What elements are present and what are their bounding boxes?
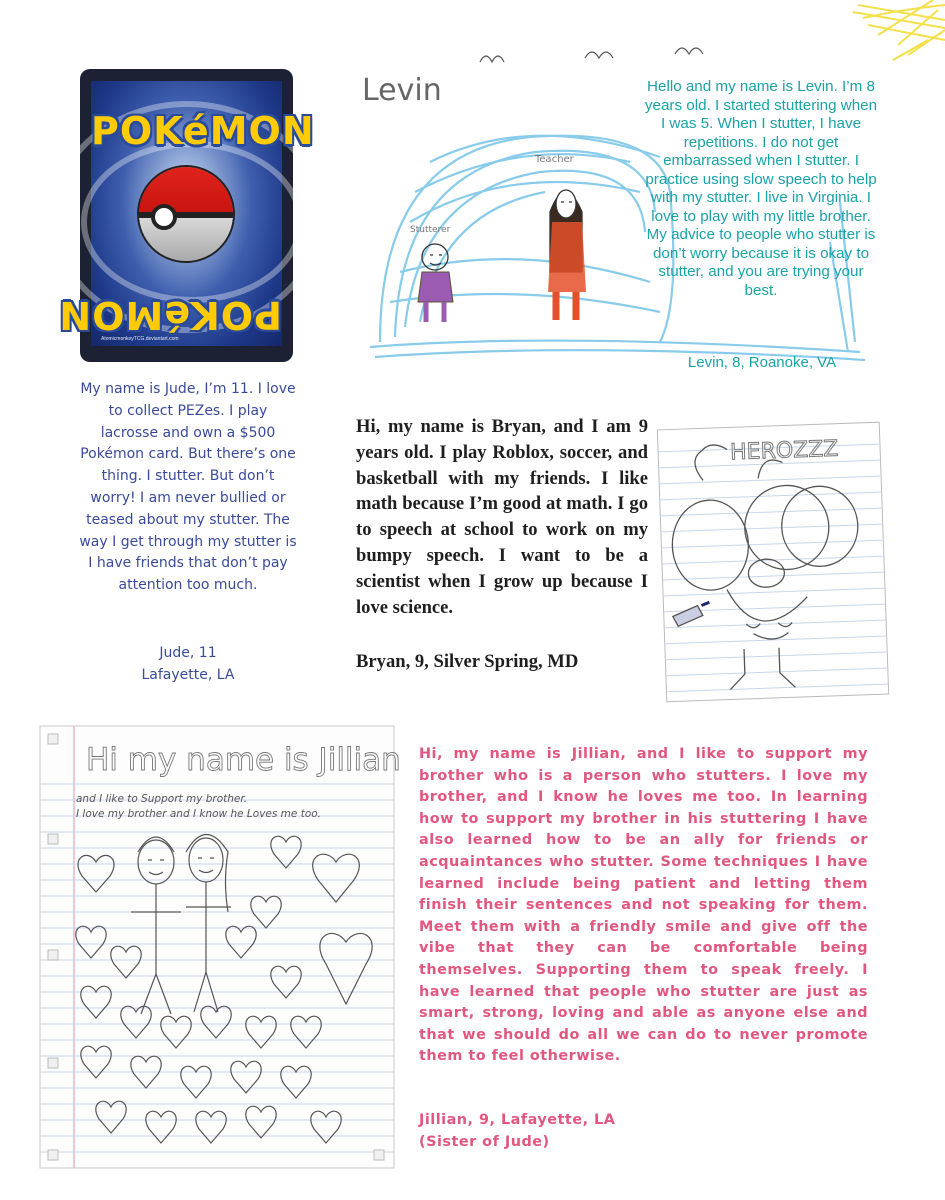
levin-signature: Levin, 8, Roanoke, VA [687,354,837,371]
jillian-signature [419,1110,719,1153]
pokemon-logo-bottom: POKéMON [58,293,282,337]
bryan-pencil-drawing [656,418,888,706]
jillian-drawing-line1: and I like to Support my brother. [76,793,248,805]
card-credit: AtomicmonkeyTCG.deviantart.com [101,336,179,342]
jillian-pencil-drawing [36,722,401,1172]
jillian-signature-relation: (Sister of Jude) [419,1133,550,1150]
jillian-letter: Hi, my name is Jillian, and I like to support my brother who is a person who stutters. I love my brother, and I know he loves me too. In learning how to support my brother in his stuttering I have also learned how to be an ally for friends or acquaintances who stutter. Some techniques I have learned include being patient and letting them finish their sentences and not speaking for them. Meet them with a friendly smile and give off the vibe that they can be comfortable being themselves. Supporting them to speak freely. I have learned that people who stutter are just as smart, strong, loving and able as anyone else and that we should do all we can do to never promote them to feel otherwise. [419,746,868,1065]
levin-teacher-label: Teacher [535,154,574,165]
jillian-drawing-line2: I love my brother and I know he Loves me too. [76,808,322,820]
pokemon-logo-top: POKéMON [91,109,315,153]
bryan-drawing-label: HEROZZZ [729,436,839,466]
bryan-signature: Bryan, 9, Silver Spring, MD [356,651,579,672]
levin-name-label: Levin [362,73,442,108]
bryan-letter: Hi, my name is Bryan, and I am 9 years old. I play Roblox, soccer, and basketball with my friends. I like math because I’m good at math. I go to speech at school to work on my bumpy speech. I want to be a scientist when I grow up because I love science. [356,416,648,618]
levin-letter: Hello and my name is Levin. I’m 8 years old. I started stuttering when I was 5. When I stutter, I have repetitions. I do not get embarrassed when I stutter. I practice using slow speech to help with my stutter. I live in Virginia. I love to play with my little brother. My advice to people who stutter is don’t worry because it is okay to stutter, and you are trying your best. [644,78,878,299]
levin-child-label: Stutterer [410,225,451,235]
jude-signature-name: Jude, 11 [159,645,217,661]
pokeball-icon [139,167,233,261]
jillian-signature-name: Jillian, 9, Lafayette, LA [419,1112,616,1128]
jude-signature [78,643,298,687]
jude-signature-place: Lafayette, LA [141,666,235,683]
jillian-drawing-heading: Hi my name is Jillian [86,742,401,778]
pokemon-card-image [58,69,315,362]
jude-letter: My name is Jude, I’m 11. I love to collect PEZes. I play lacrosse and own a $500 Pokémon card. But there’s one thing. I stutter. But don’t worry! I am never bullied or teased about my stutter. The way I get through my stutter is I have friends that don’t pay attention too much. [79,381,297,594]
